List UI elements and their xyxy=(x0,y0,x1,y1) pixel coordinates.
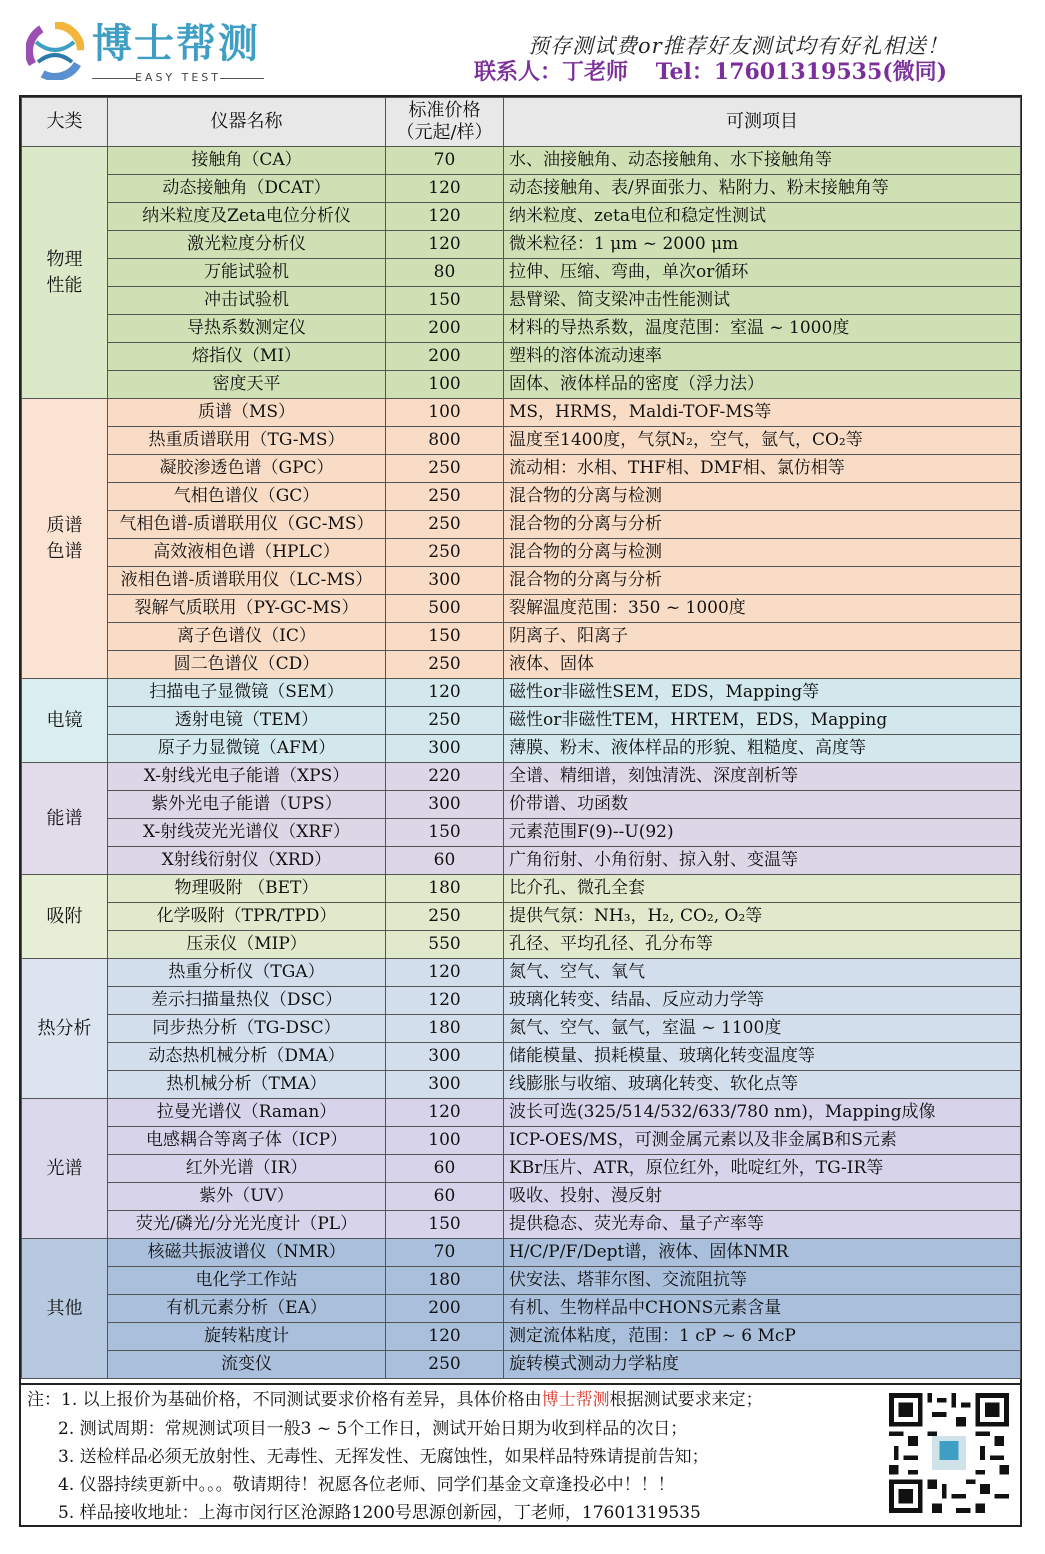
name-cell: X-射线光电子能谱（XPS） xyxy=(108,763,386,791)
table-row xyxy=(22,315,1021,343)
price-cell: 300 xyxy=(386,567,504,595)
items-cell: 提供稳态、荧光寿命、量子产率等 xyxy=(504,1211,1021,1239)
items-cell: 固体、液体样品的密度（浮力法） xyxy=(504,371,1021,399)
table-row xyxy=(22,1211,1021,1239)
table-row xyxy=(22,651,1021,679)
note-3: 3. 送检样品必须无放射性、无毒性、无挥发性、无腐蚀性，如果样品特殊请提前告知； xyxy=(58,1447,709,1467)
items-cell: 温度至1400度，气氛N₂，空气，氩气，CO₂等 xyxy=(504,427,1021,455)
table-row xyxy=(22,231,1021,259)
note-2: 2. 测试周期：常规测试项目一般3 ~ 5个工作日，测试开始日期为收到样品的次日； xyxy=(58,1419,688,1439)
name-cell: 热重分析仪（TGA） xyxy=(108,959,386,987)
price-cell: 300 xyxy=(386,735,504,763)
items-cell: 动态接触角、表/界面张力、粘附力、粉末接触角等 xyxy=(504,175,1021,203)
items-cell: 磁性or非磁性TEM，HRTEM，EDS，Mapping xyxy=(504,707,1021,735)
name-cell: 同步热分析（TG-DSC） xyxy=(108,1015,386,1043)
qr-code-icon xyxy=(889,1393,1009,1513)
name-cell: 气相色谱仪（GC） xyxy=(108,483,386,511)
name-cell: 化学吸附（TPR/TPD） xyxy=(108,903,386,931)
price-cell: 250 xyxy=(386,651,504,679)
category-cell: 电镜 xyxy=(22,679,108,763)
table-row xyxy=(22,679,1021,707)
name-cell: 紫外光电子能谱（UPS） xyxy=(108,791,386,819)
items-cell: 吸收、投射、漫反射 xyxy=(504,1183,1021,1211)
items-cell: ICP-OES/MS，可测金属元素以及非金属B和S元素 xyxy=(504,1127,1021,1155)
items-cell: 测定流体粘度，范围：1 cP ~ 6 McP xyxy=(504,1323,1021,1351)
price-cell: 250 xyxy=(386,455,504,483)
items-cell: 混合物的分离与检测 xyxy=(504,539,1021,567)
price-cell: 800 xyxy=(386,427,504,455)
table-row xyxy=(22,623,1021,651)
items-cell: 纳米粒度、zeta电位和稳定性测试 xyxy=(504,203,1021,231)
name-cell: 接触角（CA） xyxy=(108,147,386,175)
price-cell: 120 xyxy=(386,1099,504,1127)
table-row xyxy=(22,987,1021,1015)
name-cell: 核磁共振波谱仪（NMR） xyxy=(108,1239,386,1267)
table-row xyxy=(22,1099,1021,1127)
brand-name: 博士帮测 xyxy=(92,21,260,67)
category-cell: 其他 xyxy=(22,1239,108,1379)
name-cell: 动态热机械分析（DMA） xyxy=(108,1043,386,1071)
price-cell: 200 xyxy=(386,343,504,371)
price-cell: 120 xyxy=(386,987,504,1015)
table-row xyxy=(22,763,1021,791)
price-cell: 250 xyxy=(386,483,504,511)
notes-section xyxy=(19,1385,1022,1527)
price-cell: 300 xyxy=(386,1043,504,1071)
price-cell: 70 xyxy=(386,147,504,175)
page-header xyxy=(0,0,1045,95)
items-cell: 氮气、空气、氧气 xyxy=(504,959,1021,987)
name-cell: 万能试验机 xyxy=(108,259,386,287)
price-cell: 550 xyxy=(386,931,504,959)
price-cell: 250 xyxy=(386,539,504,567)
price-cell: 60 xyxy=(386,1155,504,1183)
price-cell: 150 xyxy=(386,623,504,651)
items-cell: H/C/P/F/Dept谱，液体、固体NMR xyxy=(504,1239,1021,1267)
table-row xyxy=(22,959,1021,987)
items-cell: 储能模量、损耗模量、玻璃化转变温度等 xyxy=(504,1043,1021,1071)
contact-label: 联系人：丁老师 xyxy=(474,59,629,85)
table-header-row xyxy=(22,98,1021,147)
contact-tel: Tel：17601319535(微同) xyxy=(655,59,948,85)
table-row xyxy=(22,903,1021,931)
items-cell: 水、油接触角、动态接触角、水下接触角等 xyxy=(504,147,1021,175)
table-row xyxy=(22,735,1021,763)
name-cell: X-射线荧光光谱仪（XRF） xyxy=(108,819,386,847)
slogan: 预存测试费or推荐好友测试均有好礼相送！ xyxy=(528,34,949,58)
table-row xyxy=(22,483,1021,511)
items-cell: 广角衍射、小角衍射、掠入射、变温等 xyxy=(504,847,1021,875)
name-cell: 密度天平 xyxy=(108,371,386,399)
price-cell: 200 xyxy=(386,315,504,343)
price-cell: 120 xyxy=(386,175,504,203)
table-row xyxy=(22,427,1021,455)
table-row xyxy=(22,1015,1021,1043)
items-cell: 混合物的分离与分析 xyxy=(504,511,1021,539)
table-row xyxy=(22,1043,1021,1071)
items-cell: 比介孔、微孔全套 xyxy=(504,875,1021,903)
brand-subtitle: EASY TEST xyxy=(92,71,264,84)
name-cell: X射线衍射仪（XRD） xyxy=(108,847,386,875)
category-cell: 吸附 xyxy=(22,875,108,959)
price-cell: 300 xyxy=(386,791,504,819)
name-cell: 流变仪 xyxy=(108,1351,386,1379)
price-cell: 500 xyxy=(386,595,504,623)
items-cell: 玻璃化转变、结晶、反应动力学等 xyxy=(504,987,1021,1015)
price-cell: 120 xyxy=(386,203,504,231)
price-cell: 150 xyxy=(386,1211,504,1239)
name-cell: 紫外（UV） xyxy=(108,1183,386,1211)
price-cell: 100 xyxy=(386,399,504,427)
items-cell: 微米粒径：1 μm ~ 2000 μm xyxy=(504,231,1021,259)
category-cell: 质谱 色谱 xyxy=(22,399,108,679)
price-cell: 180 xyxy=(386,875,504,903)
price-cell: 120 xyxy=(386,231,504,259)
items-cell: 悬臂梁、简支梁冲击性能测试 xyxy=(504,287,1021,315)
logo-icon xyxy=(26,22,84,80)
note-highlight: 博士帮测 xyxy=(541,1390,610,1410)
name-cell: 激光粒度分析仪 xyxy=(108,231,386,259)
items-cell: 线膨胀与收缩、玻璃化转变、软化点等 xyxy=(504,1071,1021,1099)
table-row xyxy=(22,707,1021,735)
items-cell: 磁性or非磁性SEM，EDS，Mapping等 xyxy=(504,679,1021,707)
table-row xyxy=(22,371,1021,399)
name-cell: 熔指仪（MI） xyxy=(108,343,386,371)
items-cell: 裂解温度范围：350 ~ 1000度 xyxy=(504,595,1021,623)
name-cell: 导热系数测定仪 xyxy=(108,315,386,343)
items-cell: MS，HRMS，Maldi-TOF-MS等 xyxy=(504,399,1021,427)
name-cell: 电化学工作站 xyxy=(108,1267,386,1295)
name-cell: 有机元素分析（EA） xyxy=(108,1295,386,1323)
name-cell: 扫描电子显微镜（SEM） xyxy=(108,679,386,707)
price-cell: 250 xyxy=(386,707,504,735)
header-price: 标准价格 （元起/样） xyxy=(386,98,504,147)
name-cell: 电感耦合等离子体（ICP） xyxy=(108,1127,386,1155)
price-cell: 220 xyxy=(386,763,504,791)
name-cell: 凝胶渗透色谱（GPC） xyxy=(108,455,386,483)
items-cell: 波长可选(325/514/532/633/780 nm)，Mapping成像 xyxy=(504,1099,1021,1127)
price-cell: 180 xyxy=(386,1015,504,1043)
items-cell: 阴离子、阳离子 xyxy=(504,623,1021,651)
items-cell: 拉伸、压缩、弯曲，单次or循环 xyxy=(504,259,1021,287)
price-cell: 120 xyxy=(386,679,504,707)
name-cell: 高效液相色谱（HPLC） xyxy=(108,539,386,567)
table-row xyxy=(22,819,1021,847)
table-row xyxy=(22,567,1021,595)
name-cell: 物理吸附 （BET） xyxy=(108,875,386,903)
table-row xyxy=(22,595,1021,623)
items-cell: 元素范围F(9)--U(92) xyxy=(504,819,1021,847)
table-row xyxy=(22,147,1021,175)
table-row xyxy=(22,455,1021,483)
price-cell: 200 xyxy=(386,1295,504,1323)
items-cell: 流动相：水相、THF相、DMF相、氯仿相等 xyxy=(504,455,1021,483)
table-row xyxy=(22,847,1021,875)
name-cell: 冲击试验机 xyxy=(108,287,386,315)
name-cell: 热机械分析（TMA） xyxy=(108,1071,386,1099)
note-5: 5. 样品接收地址：上海市闵行区沧源路1200号思源创新园，丁老师，17601319535 xyxy=(58,1503,701,1523)
table-row xyxy=(22,1155,1021,1183)
price-cell: 250 xyxy=(386,511,504,539)
name-cell: 拉曼光谱仪（Raman） xyxy=(108,1099,386,1127)
category-cell: 物理 性能 xyxy=(22,147,108,399)
table-row xyxy=(22,399,1021,427)
name-cell: 裂解气质联用（PY-GC-MS） xyxy=(108,595,386,623)
table-row xyxy=(22,1323,1021,1351)
table-row xyxy=(22,931,1021,959)
name-cell: 液相色谱-质谱联用仪（LC-MS） xyxy=(108,567,386,595)
table-row xyxy=(22,1267,1021,1295)
name-cell: 原子力显微镜（AFM） xyxy=(108,735,386,763)
items-cell: 孔径、平均孔径、孔分布等 xyxy=(504,931,1021,959)
table-row xyxy=(22,875,1021,903)
name-cell: 纳米粒度及Zeta电位分析仪 xyxy=(108,203,386,231)
table-row xyxy=(22,175,1021,203)
table-row xyxy=(22,511,1021,539)
table-row xyxy=(22,1295,1021,1323)
name-cell: 旋转粘度计 xyxy=(108,1323,386,1351)
price-cell: 180 xyxy=(386,1267,504,1295)
category-cell: 光谱 xyxy=(22,1099,108,1239)
name-cell: 红外光谱（IR） xyxy=(108,1155,386,1183)
name-cell: 离子色谱仪（IC） xyxy=(108,623,386,651)
price-cell: 300 xyxy=(386,1071,504,1099)
price-cell: 80 xyxy=(386,259,504,287)
items-cell: 全谱、精细谱，刻蚀清洗、深度剖析等 xyxy=(504,763,1021,791)
note-4: 4. 仪器持续更新中。。。敬请期待！祝愿各位老师、同学们基金文章逢投必中！！！ xyxy=(58,1475,675,1495)
items-cell: 混合物的分离与分析 xyxy=(504,567,1021,595)
note-1: 注：1. 以上报价为基础价格，不同测试要求价格有差异，具体价格由博士帮测根据测试要求来定； xyxy=(27,1390,763,1410)
price-cell: 150 xyxy=(386,819,504,847)
price-table xyxy=(19,95,1022,1385)
category-cell: 热分析 xyxy=(22,959,108,1099)
table-row xyxy=(22,1127,1021,1155)
header-items: 可测项目 xyxy=(504,98,1021,147)
price-cell: 250 xyxy=(386,903,504,931)
items-cell: 液体、固体 xyxy=(504,651,1021,679)
table-row xyxy=(22,1183,1021,1211)
price-cell: 150 xyxy=(386,287,504,315)
items-cell: 薄膜、粉末、液体样品的形貌、粗糙度、高度等 xyxy=(504,735,1021,763)
table-row xyxy=(22,203,1021,231)
items-cell: 混合物的分离与检测 xyxy=(504,483,1021,511)
name-cell: 圆二色谱仪（CD） xyxy=(108,651,386,679)
name-cell: 透射电镜（TEM） xyxy=(108,707,386,735)
items-cell: 提供气氛：NH₃，H₂, CO₂, O₂等 xyxy=(504,903,1021,931)
table-row xyxy=(22,539,1021,567)
items-cell: 有机、生物样品中CHONS元素含量 xyxy=(504,1295,1021,1323)
header-category: 大类 xyxy=(22,98,108,147)
table-row xyxy=(22,343,1021,371)
contact-line xyxy=(474,55,967,86)
table-row xyxy=(22,287,1021,315)
price-cell: 100 xyxy=(386,1127,504,1155)
table-row xyxy=(22,259,1021,287)
price-cell: 120 xyxy=(386,1323,504,1351)
header-name: 仪器名称 xyxy=(108,98,386,147)
items-cell: 旋转模式测动力学粘度 xyxy=(504,1351,1021,1379)
name-cell: 气相色谱-质谱联用仪（GC-MS） xyxy=(108,511,386,539)
table-row xyxy=(22,1239,1021,1267)
items-cell: 氮气、空气、氩气，室温 ~ 1100度 xyxy=(504,1015,1021,1043)
name-cell: 质谱（MS） xyxy=(108,399,386,427)
price-cell: 250 xyxy=(386,1351,504,1379)
table-body xyxy=(22,147,1021,1379)
price-cell: 60 xyxy=(386,847,504,875)
items-cell: KBr压片、ATR，原位红外，吡啶红外，TG-IR等 xyxy=(504,1155,1021,1183)
price-cell: 60 xyxy=(386,1183,504,1211)
name-cell: 热重质谱联用（TG-MS） xyxy=(108,427,386,455)
items-cell: 材料的导热系数，温度范围：室温 ~ 1000度 xyxy=(504,315,1021,343)
price-cell: 70 xyxy=(386,1239,504,1267)
name-cell: 压汞仪（MIP） xyxy=(108,931,386,959)
table-row xyxy=(22,791,1021,819)
name-cell: 差示扫描量热仪（DSC） xyxy=(108,987,386,1015)
category-cell: 能谱 xyxy=(22,763,108,875)
items-cell: 伏安法、塔菲尔图、交流阻抗等 xyxy=(504,1267,1021,1295)
items-cell: 价带谱、功函数 xyxy=(504,791,1021,819)
items-cell: 塑料的溶体流动速率 xyxy=(504,343,1021,371)
name-cell: 动态接触角（DCAT） xyxy=(108,175,386,203)
table-row xyxy=(22,1071,1021,1099)
table-row xyxy=(22,1351,1021,1379)
name-cell: 荧光/磷光/分光光度计（PL） xyxy=(108,1211,386,1239)
price-cell: 100 xyxy=(386,371,504,399)
price-cell: 120 xyxy=(386,959,504,987)
